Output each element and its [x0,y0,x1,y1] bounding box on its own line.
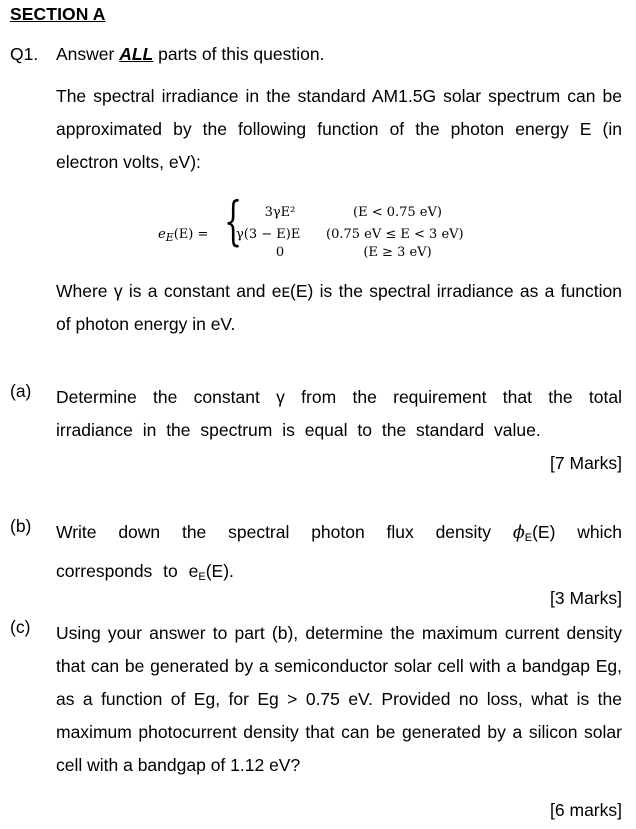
part-c-label: (c) [10,617,31,637]
case-expr-2: γ(3 − E)E [236,227,301,242]
part-b-marks: [3 Marks] [550,588,622,608]
case-cond-1: (E < 0.75 eV) [353,205,442,220]
part-c-marks: [6 marks] [550,800,622,820]
part-a-label: (a) [10,381,32,401]
section-title: SECTION A [10,4,106,24]
part-a-text: Determine the constant γ from the requirement that the total irradiance in the spectrum is equal to the standard value. [56,387,622,440]
intro-prefix: Answer [56,44,120,64]
part-a-marks: [7 Marks] [550,453,622,473]
case-expr-3: 0 [275,245,285,260]
intro-suffix: parts of this question. [153,44,325,64]
intro-paragraph: The spectral irradiance in the standard AM1.5G solar spectrum can be approximated by the following function of the photon energy E (in electron volts, eV): [56,86,622,172]
question-intro [56,44,324,65]
case-expr-1: 3γE² [264,205,296,220]
definition-paragraph: Where γ is a constant and eᴇ(E) is the spectral irradiance as a function of photon energy in eV. [56,281,622,334]
equation-lhs: $e_E(E)$ = [158,227,209,244]
left-brace-icon: { [224,192,243,252]
part-b-text: Write down the spectral photon flux density $\phi_E(E)$ which corresponds to $e_E(E)$. [56,522,622,583]
part-b-label: (b) [10,516,32,536]
part-c-text: Using your answer to part (b), determine the maximum current density that can be generated by a semiconductor solar cell with a bandgap Eg, as a function of Eg, for Eg > 0.75 eV. Provided no loss, what is the maximum photocurrent density that can be generated by a silicon solar cell with a bandgap of 1.12 eV? [56,623,622,775]
case-cond-2: (0.75 eV ≤ E < 3 eV) [326,227,464,242]
phi-symbol: ϕ [512,523,525,543]
intro-all: ALL [119,44,154,64]
question-number: Q1. [10,44,39,64]
case-cond-3: (E ≥ 3 eV) [363,245,432,260]
